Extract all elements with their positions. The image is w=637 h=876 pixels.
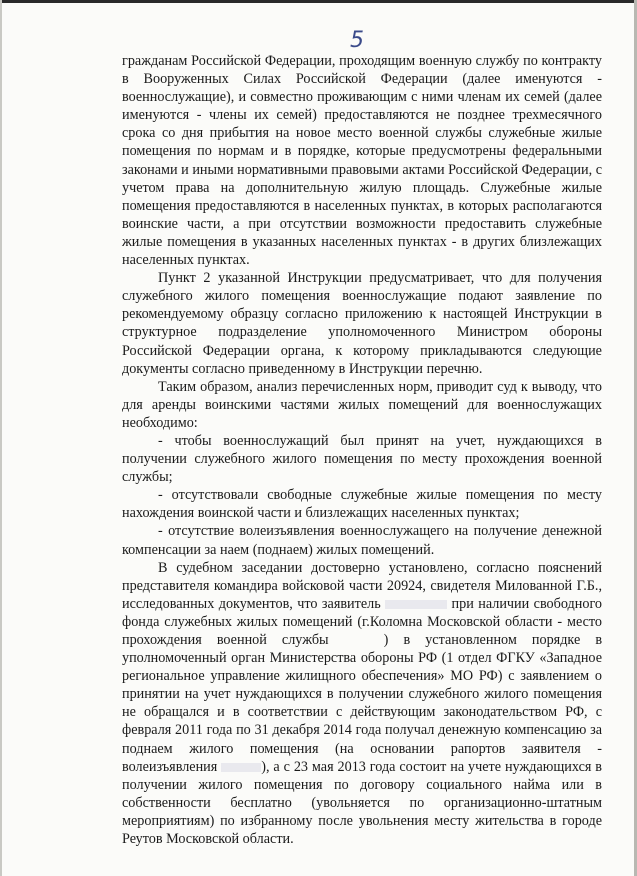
list-item-no-compensation: - отсутствие волеизъявления военнослужащего на получение денежной компенсации за наем (поднаем) жилых помещений. [122,523,602,558]
redacted-name-2 [221,763,261,772]
findings-text-part-2: при наличии свободного фонда служебных жилых помещений (г.Коломна Московской области - место прохождения военной службы [122,595,603,648]
paragraph-court-conclusion: Таким образом, анализ перечисленных норм, приводит суд к выводу, что для аренды воинскими частями жилых помещений для военнослужащих необходимо: [122,378,602,431]
list-item-no-free-housing: - отсутствовали свободные служебные жилые помещения по месту нахождения воинской части и близлежащих населенных пунктах; [122,487,602,522]
findings-text-part-1: В судебном заседании достоверно установлено, согласно пояснений представителя командира войсковой части 20924, свидетеля Милованной Г.Б., исследованных документов, что заявитель [122,559,602,612]
paragraph-instruction-point-2: Пункт 2 указанной Инструкции предусматривает, что для получения служебного жилого помещения военнослужащие подают заявление по рекомендуемому образцу согласно приложению к настоящей Инструкции в структурное подразделение уполномоченного Министром обороны Российской Федерации органа, к которому прикладываются следующие документы согласно приведенному в Инструкции перечню. [122,270,602,377]
redacted-name [385,600,447,609]
document-body [122,52,602,848]
list-item-registration: - чтобы военнослужащий был принят на учет, нуждающихся в получении служебного жилого помещения по месту прохождения военной службы; [122,432,602,486]
scan-top-border [0,0,637,3]
handwritten-page-number: 5 [350,28,364,53]
findings-text-part-4: ), а с 23 мая 2013 года состоит на учете нуждающихся в получении жилого помещения по договору социального найма или в собственности бесплатно (увольняется по организационно-штатным мероприятиям) по избранному после увольнения месту жительства в городе Реутов Московской области. [122,758,603,848]
paragraph-housing-provision: гражданам Российской Федерации, проходящим военную службу по контракту в Вооруженных Силах Российской Федерации (далее именуются - военнослужащие), и совместно проживающим с ними членам их семей (далее именуются - члены их семей) предоставляются не позднее трехмесячного срока со дня прибытия на новое место военной службы служебные жилые помещения по нормам и в порядке, которые предусмотрены федеральными законами и иными нормативными правовыми актами Российской Федерации, с учетом права на дополнительную жилую площадь. Служебные жилые помещения предоставляются в населенных пунктах, в которых располагаются воинские части, а при отсутствии возможности предоставить служебные жилые помещения в указанных населенных пунктах - в других близлежащих населенных пунктах. [122,53,602,269]
findings-text-part-3: ) в установленном порядке в уполномоченный орган Министерства обороны РФ (1 отдел ФГКУ «Западное региональное управление жилищного обеспечения» МО РФ) с заявлением о принятии на учет нуждающихся в получении служебного жилого помещения не обращался и в соответствии с действующим законодательством РФ, с февраля 2011 года по 31 декабря 2014 года получал денежную компенсацию за поднаем жилого помещения (на основании рапортов заявителя - волеизъявления [122,632,603,775]
scan-left-edge [0,0,2,876]
paragraph-court-findings [122,559,602,849]
